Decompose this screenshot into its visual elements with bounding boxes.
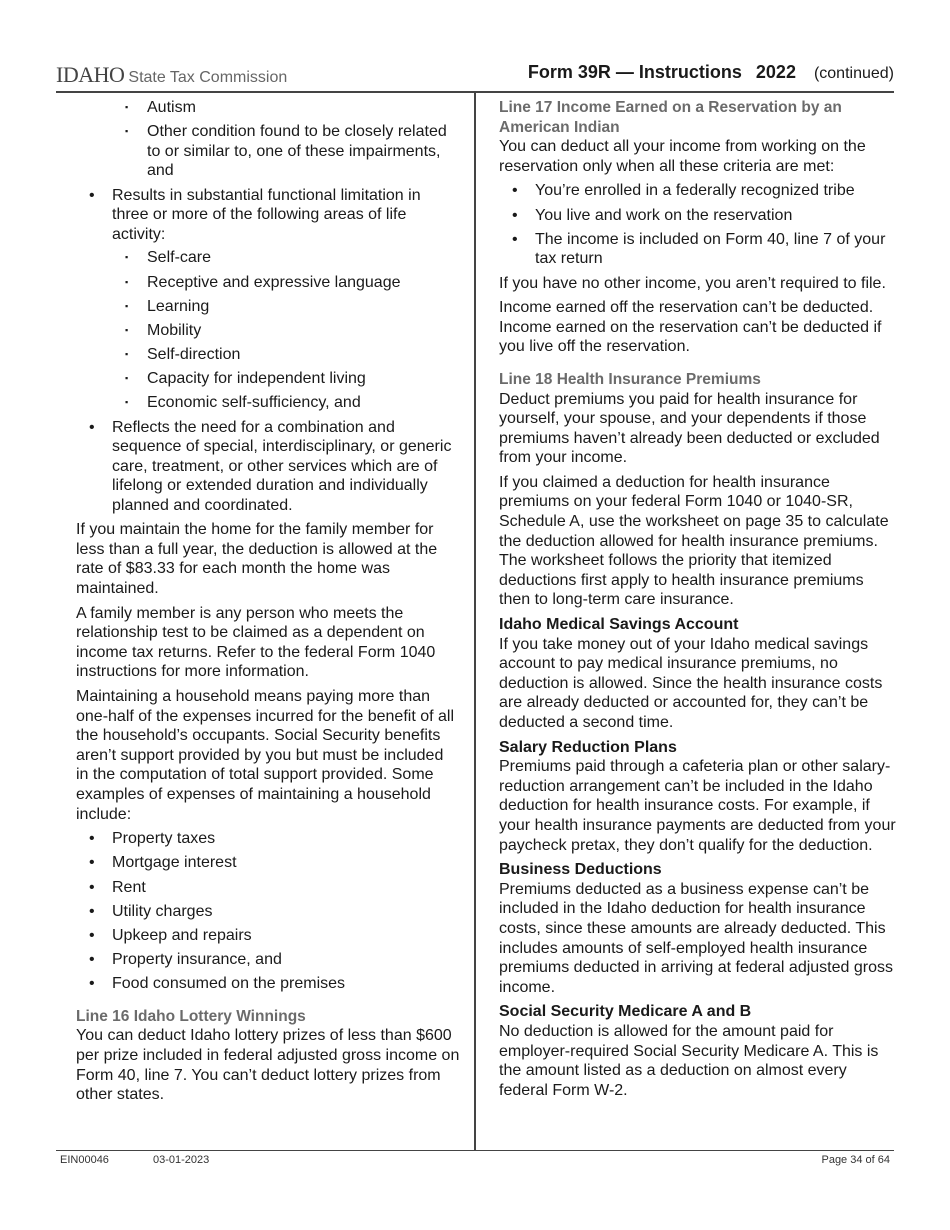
list-item: • Upkeep and repairs [76,926,460,946]
bullet-text: Results in substantial functional limitation in three or more of the following areas of life activity: [112,186,421,243]
continued-label: (continued) [813,65,894,82]
line16-heading: Line 16 Idaho Lottery Winnings [76,1007,306,1025]
paragraph: You can deduct Idaho lottery prizes of less than $600 per prize included in federal adjusted gross income on Form 40, line 7. You can’t deduct lottery prizes from other states. [76,1027,460,1104]
criteria-list [76,98,460,516]
line17-heading: Line 17 Income Earned on a Reservation by an American Indian [499,99,842,136]
paragraph: If you take money out of your Idaho medical savings account to pay medical insurance premiums, no deduction is allowed. Since the health insurance costs are already deducted or accounted for, they can’t be deducted a second time. [499,635,883,731]
paragraph: A family member is any person who meets the relationship test to be claimed as a dependent on income tax returns. Refer to the federal Form 1040 instructions for more information. [76,604,436,681]
reservation-criteria-list [499,181,897,269]
list-item: ▪ Economic self-sufficiency, and [112,393,460,413]
list-item: ▪ Self-direction [112,345,460,365]
list-item: • Mortgage interest [76,853,460,873]
expense-list [76,829,460,994]
msa-heading: Idaho Medical Savings Account [499,616,739,634]
paragraph: Deduct premiums you paid for health insurance for yourself, your spouse, and your dependents if those premiums haven’t already been deducted or excluded from your income. [499,390,880,467]
life-activity-list [112,248,460,413]
paragraph: Maintaining a household means paying more than one-half of the expenses incurred for the benefit of all the household’s occupants. Social Security benefits aren’t support provided by you but must be included in the computation of total support provided. Some examples of expenses of maintaining a household include: [76,687,455,823]
list-item: • Property taxes [76,829,460,849]
paragraph: You can deduct all your income from working on the reservation only when all these criteria are met: [499,138,866,175]
left-column [76,98,460,1110]
paragraph: Premiums deducted as a business expense can’t be included in the Idaho deduction for health insurance costs, since these amounts are already deducted. This includes amounts of self-employed health insurance premiums deducted in arriving at federal adjusted gross income. [499,880,893,996]
column-divider [474,92,476,1151]
list-item [76,186,460,414]
list-item: • You live and work on the reservation [499,206,897,226]
list-item: ▪ Self-care [112,248,460,268]
list-item: • Reflects the need for a combination and sequence of special, interdisciplinary, or generic care, treatment, or other services which are of lifelong or extended duration and individually planned and coordinated. [76,418,460,516]
list-item: • You’re enrolled in a federally recognized tribe [499,181,897,201]
list-item: • Food consumed on the premises [76,974,460,994]
list-item: ▪ Capacity for independent living [112,369,460,389]
list-item: ▪ Learning [112,297,460,317]
salary-heading: Salary Reduction Plans [499,738,677,756]
list-item: • The income is included on Form 40, line 7 of your tax return [499,230,897,269]
impairment-list [112,98,460,181]
footer-code: EIN00046 [60,1154,109,1166]
list-item [76,98,460,181]
footer-date: 03-01-2023 [153,1154,210,1166]
agency-logo [56,62,287,88]
paragraph: If you claimed a deduction for health insurance premiums on your federal Form 1040 or 1040-SR, Schedule A, use the worksheet on page 35 to calculate the deduction allowed for health insurance premiums. The worksheet follows the priority that itemized deductions first apply to health insurance premiums then to long-term care insurance. [499,473,889,609]
page-header [56,58,894,90]
paragraph: No deduction is allowed for the amount paid for employer-required Social Security Medicare A. This is the amount listed as a deduction on almost every federal Form W-2. [499,1022,879,1099]
list-item: ▪ Mobility [112,321,460,341]
paragraph: Premiums paid through a cafeteria plan or other salary-reduction arrangement can’t be included in the Idaho deduction for health insurance costs. For example, if your health insurance payments are deducted from your paycheck pretax, they don’t qualify for the deduction. [499,758,896,854]
ssm-heading: Social Security Medicare A and B [499,1003,752,1021]
paragraph: Income earned off the reservation can’t be deducted. Income earned on the reservation can’t be deducted if you live off the reservation. [499,299,882,356]
business-heading: Business Deductions [499,861,662,879]
agency-name: State Tax Commission [128,69,288,86]
logo-word: IDAHO [56,62,125,87]
list-item: ▪ Receptive and expressive language [112,273,460,293]
list-item: • Property insurance, and [76,950,460,970]
right-column [499,98,897,1105]
list-item: • Utility charges [76,902,460,922]
list-item: ▪ Other condition found to be closely related to or similar to, one of these impairments, and [112,122,460,181]
paragraph: If you maintain the home for the family member for less than a full year, the deduction is allowed at the rate of $83.33 for each month the home was maintained. [76,521,438,597]
form-year: 2022 [755,62,796,82]
paragraph: If you have no other income, you aren’t required to file. [499,274,886,292]
list-item: ▪ Autism [112,98,460,118]
footer-rule [56,1150,894,1151]
line18-heading: Line 18 Health Insurance Premiums [499,370,761,388]
page-title [528,62,894,83]
form-title: Form 39R — Instructions [527,62,742,82]
list-item: • Rent [76,878,460,898]
page-number: Page 34 of 64 [821,1154,890,1166]
